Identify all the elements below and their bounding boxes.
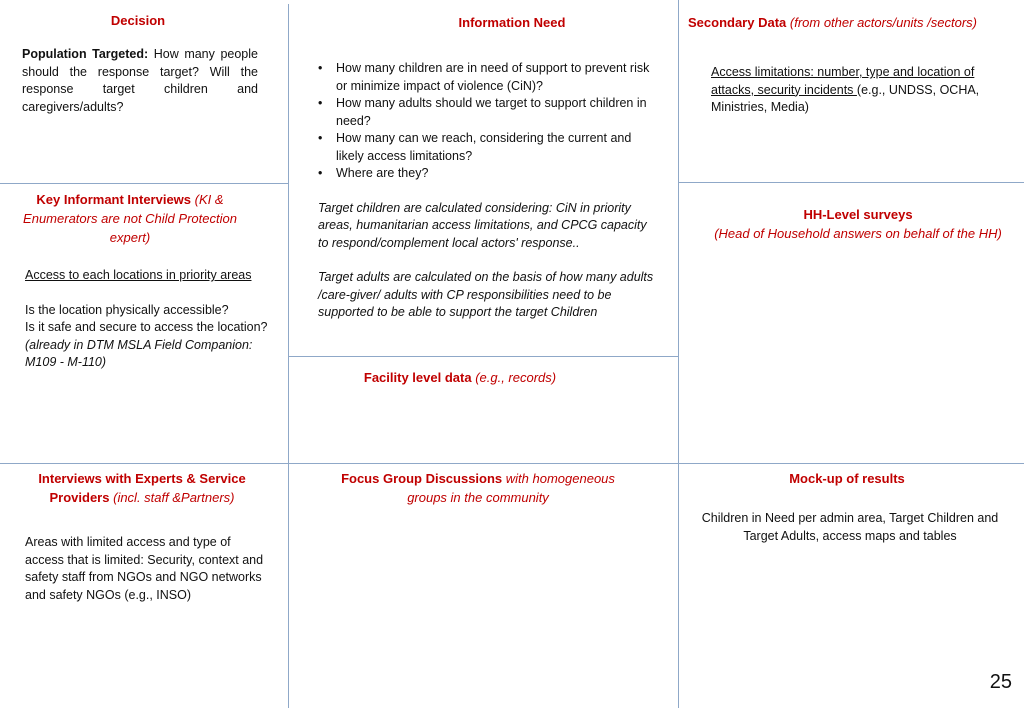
experts-body xyxy=(25,534,265,604)
experts-header xyxy=(22,469,262,507)
mockup-text: Children in Need per admin area, Target Children and Target Adults, access maps and tables xyxy=(701,511,999,543)
fgd-header xyxy=(326,469,630,507)
information-need-body xyxy=(318,60,658,322)
information-need-title: Information Need xyxy=(458,15,566,30)
key-informant-underlined: Access to each locations in priority areas xyxy=(25,268,252,282)
divider-horizontal-left-top xyxy=(0,183,288,184)
key-informant-subtitle: (KI & Enumerators are not Child Protection expert) xyxy=(23,192,237,245)
facility-title: Facility level data xyxy=(363,370,472,385)
secondary-data-body xyxy=(711,64,1001,117)
hh-surveys-title: HH-Level surveys xyxy=(803,207,913,222)
key-informant-line1: Is the location physically accessible? xyxy=(25,302,229,317)
fgd-subtitle: with homogeneous groups in the community xyxy=(407,471,615,505)
information-need-note-children: Target children are calculated considering: CiN in priority areas, humanitarian access limitations, and CPCG capacity to respond/complement local actors' response.. xyxy=(318,200,647,250)
list-item: • How many adults should we target to support children in need? xyxy=(336,95,658,130)
secondary-data-underlined: Access limitations: number, type and location of attacks, security incidents xyxy=(711,65,975,97)
experts-text: Areas with limited access and type of access that is limited: Security, context and safety staff from NGOs and NGO networks and safety NGOs (e.g., INSO) xyxy=(25,535,264,602)
mockup-title: Mock-up of results xyxy=(789,471,905,486)
fgd-title: Focus Group Discussions xyxy=(341,471,503,486)
decision-body xyxy=(22,46,258,116)
experts-title: Interviews with Experts & Service Providers xyxy=(38,471,246,505)
secondary-data-header xyxy=(688,14,1018,32)
facility-header xyxy=(300,369,620,387)
divider-horizontal-middle xyxy=(288,356,678,357)
divider-horizontal-bottom xyxy=(0,463,1024,464)
list-item: • Where are they? xyxy=(336,165,658,183)
secondary-data-subtitle: (from other actors/units /sectors) xyxy=(789,15,978,30)
experts-subtitle: (incl. staff &Partners) xyxy=(113,490,235,505)
hh-surveys-header xyxy=(692,205,1024,243)
key-informant-body xyxy=(25,267,275,372)
information-need-note-adults: Target adults are calculated on the basis of how many adults /care-giver/ adults with CP responsibilities need to be supported to be able to support the target Children xyxy=(318,270,654,319)
divider-vertical-right xyxy=(678,0,679,708)
divider-horizontal-right-top xyxy=(678,182,1024,183)
hh-surveys-subtitle: (Head of Household answers on behalf of the HH) xyxy=(714,226,1002,241)
decision-label: Population Targeted: xyxy=(22,47,149,61)
key-informant-header xyxy=(4,190,256,247)
key-informant-italic: (already in DTM MSLA Field Companion: M109 - M-110) xyxy=(25,337,253,369)
facility-subtitle: (e.g., records) xyxy=(475,370,557,385)
page-number: 25 xyxy=(989,671,1012,693)
decision-title: Decision xyxy=(110,13,166,28)
secondary-data-text: (e.g., UNDSS, OCHA, Ministries, Media) xyxy=(711,82,980,114)
key-informant-title: Key Informant Interviews xyxy=(36,192,192,207)
mockup-body xyxy=(700,510,1000,545)
list-item: • How many children are in need of support to prevent risk or minimize impact of violence (CiN)? xyxy=(336,60,658,95)
decision-text: How many people should the response target? Will the response target children and caregivers/adults? xyxy=(22,47,258,114)
key-informant-line2: Is it safe and secure to access the location? xyxy=(25,320,268,334)
list-item: • How many can we reach, considering the current and likely access limitations? xyxy=(336,130,658,165)
information-need-list xyxy=(318,60,658,183)
secondary-data-title: Secondary Data xyxy=(688,15,787,30)
